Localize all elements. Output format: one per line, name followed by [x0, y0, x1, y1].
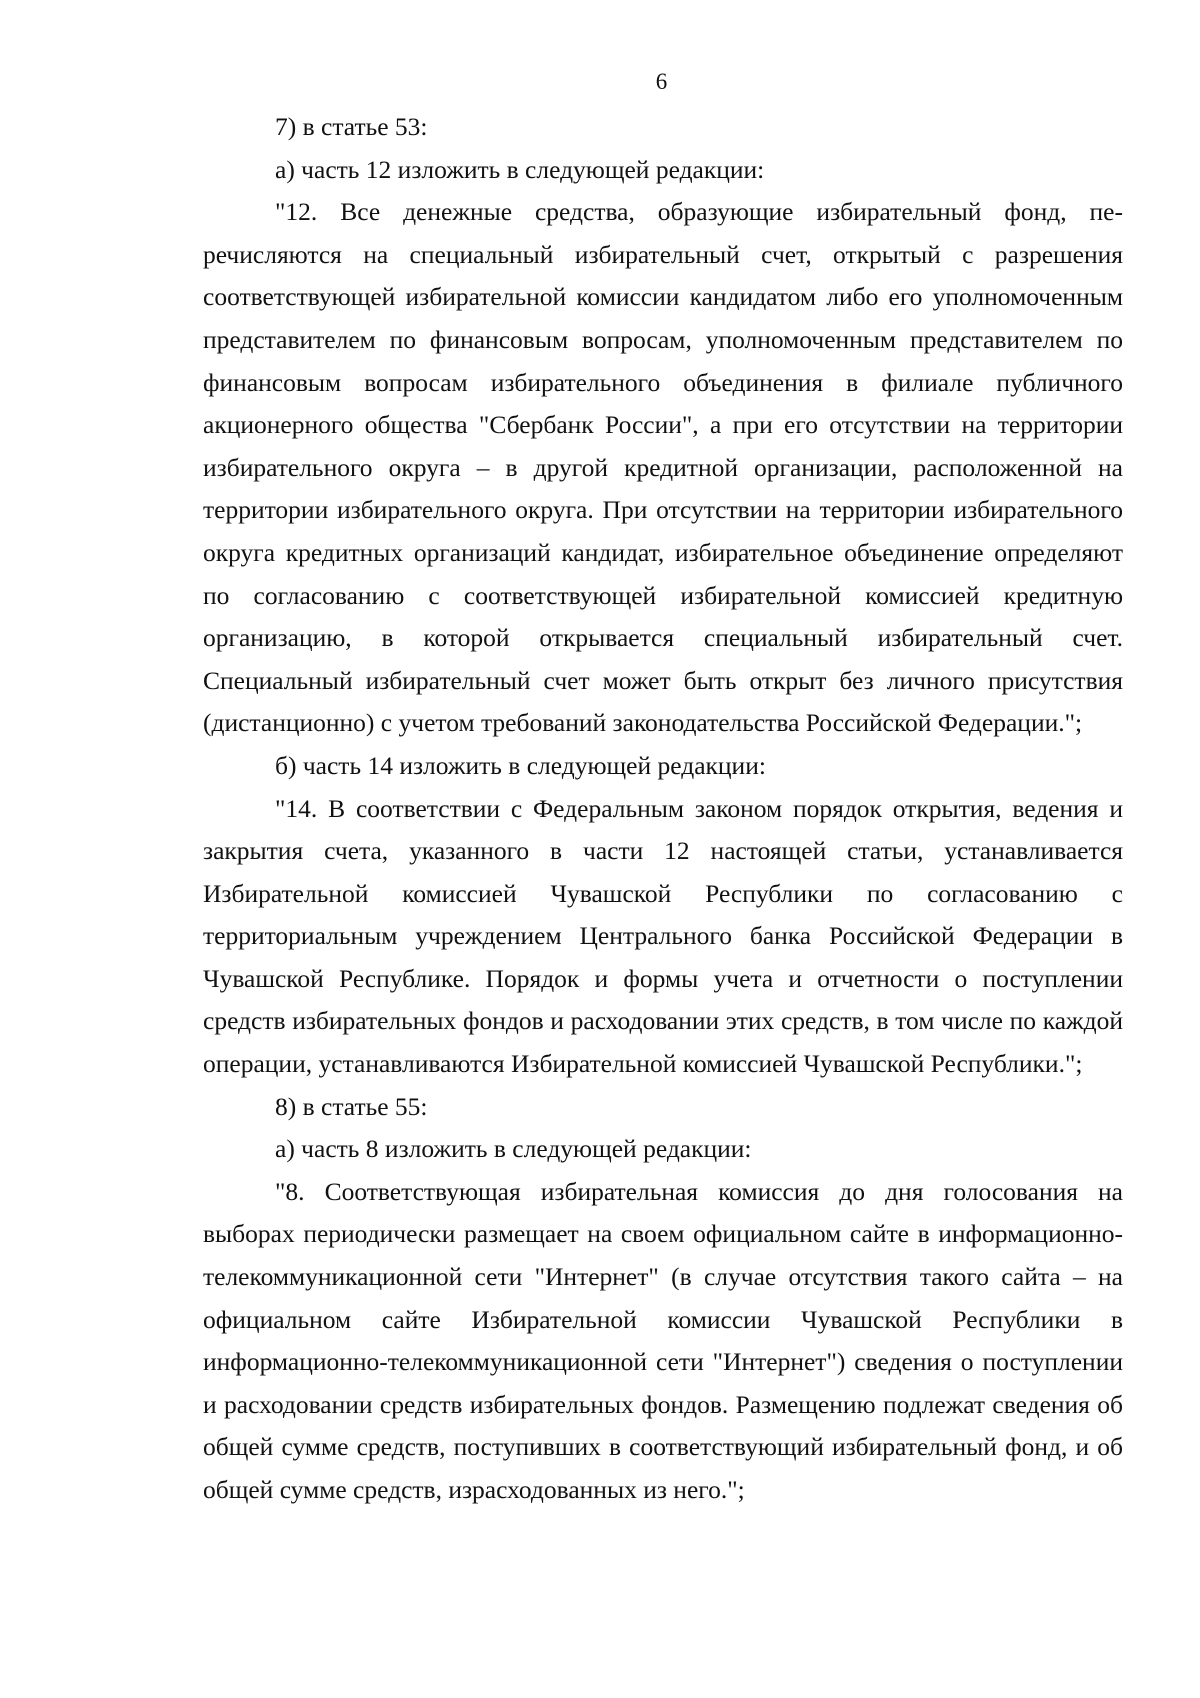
paragraph-part-14-intro: б) часть 14 изложить в следующей редакции: — [275, 750, 766, 780]
paragraph-part-12-text: "12. Все денежные средства, образующие избирательный фонд, перечисляются на специальный избирательный счет, открытый с разрешения соответствующей избирательной комиссии кандидатом либо его уполномоченным представителем по финансовым вопросам, уполномоченным представителем по финансовым вопросам избирательного объединения в филиале публичного акционерного общества "Сбербанк России", а при его отсутствии на территории избирательного округа – в другой кредитной организации, расположенной на территории избирательного округа. При отсутствии на территории избирательного округа кредитных организаций кандидат, избирательное объединение определяют по согласованию с соответствующей избирательной комиссией кредитную организацию, в которой открывается специальный избирательный счет. Специальный избирательный счет может быть открыт без личного присутствия (дистанционно) с учетом требований законодательства Российской Федерации."; — [203, 197, 1123, 738]
paragraph-part-12-intro: а) часть 12 изложить в следующей редакции: — [275, 154, 765, 184]
paragraph-part-8-text: "8. Соответствующая избирательная комиссия до дня голосования на выборах периодически размещает на своем официальном сайте в информационно-телекоммуникационной сети "Интернет" (в случае отсутствия такого сайта – на официальном сайте Избирательной комиссии Чувашской Республики в информационно-телекоммуникационной сети "Интернет") сведения о поступлении и расходовании средств избирательных фондов. Размещению подлежат сведения об общей сумме средств, поступивших в соответствующий избирательный фонд, и об общей сумме средств, израсходованных из него."; — [203, 1176, 1123, 1504]
page-number: 6 — [655, 69, 668, 94]
paragraph-article-55: 8) в статье 55: — [275, 1091, 428, 1121]
paragraph-article-53: 7) в статье 53: — [275, 112, 428, 141]
paragraph-part-8-intro: а) часть 8 изложить в следующей редакции: — [275, 1134, 752, 1164]
document-body — [203, 106, 1123, 1512]
paragraph-part-14-text: "14. В соответствии с Федеральным законом порядок открытия, ведения и закрытия счета, указанного в части 12 настоящей статьи, устанавливается Избирательной комиссией Чувашской Республики по согласованию с территориальным учреждением Центрального банка Российской Федерации в Чувашской Республике. Порядок и формы учета и отчетности о поступлении средств избирательных фондов и расходовании этих средств, в том числе по каждой операции, устанавливаются Избирательной комиссией Чувашской Республики."; — [203, 793, 1123, 1079]
